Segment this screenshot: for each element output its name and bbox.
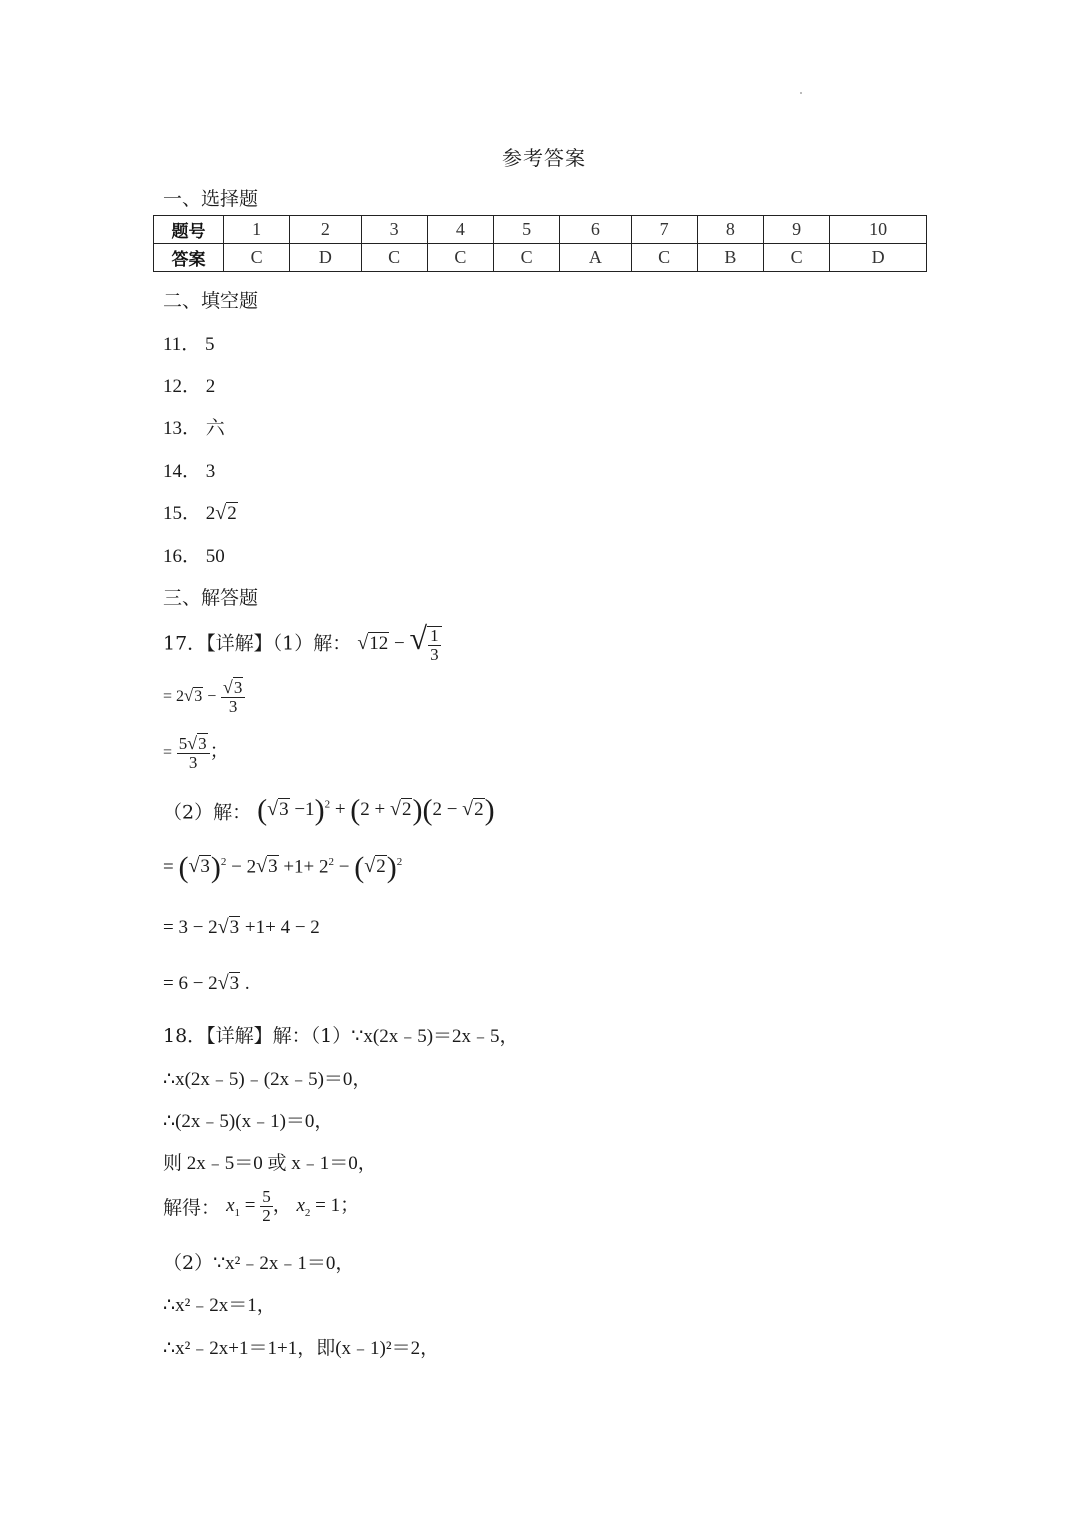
fill-radicand: 2 [227,503,237,524]
fill-number: 12． [163,376,202,397]
fill-value: 2√2 [205,502,237,524]
q17-line-1 [163,620,442,663]
fill-value: 3 [205,461,216,482]
q18-label: 18．【详解】解：（1） [163,1025,352,1047]
table-cell-number: 7 [631,216,697,244]
q18-eq1: ∵x(2x﹣5)＝2x﹣5， [351,1026,519,1047]
fill-answer-16 [163,541,225,568]
section-fill-heading: 二、填空题 [163,290,259,312]
q17-part2-label: （2）解： [163,801,252,824]
q18-solve-label: 解得： [163,1196,221,1219]
q17-label: 17．【详解】（1）解： [163,632,352,655]
q17-step-3: = $(√3)^2 - 2√3 +1+ 2^2 - (√2)^2$ [163,851,403,884]
table-cell-answer: C [494,244,560,272]
q18-eq2: ∵x²﹣2x﹣1＝0， [213,1253,355,1274]
fill-number: 16． [163,546,202,567]
q17-part2-line [163,796,495,826]
table-row-numbers [154,216,927,244]
q18-line-5 [163,1188,359,1225]
q17-step-1: = 2√3 − $\frac{√3}{3}$ [163,678,245,716]
fill-answer-11 [163,329,215,356]
q18-part2-label: （2） [163,1252,214,1274]
fill-number: 13． [163,418,202,439]
q17-expr1: √12 − √ $\frac{1}{3}$ [357,633,441,654]
q18-line-6 [163,1248,354,1275]
fill-answer-13 [163,413,225,440]
table-cell-number: 2 [290,216,361,244]
table-cell-answer: C [764,244,830,272]
fill-answer-15 [163,498,238,525]
table-cell-number: 8 [697,216,763,244]
q17-step-5: = 6 − 2√3 . [163,972,250,994]
q18-line-8: ∴x²﹣2x+1＝1+1，即(x﹣1)²＝2， [163,1338,440,1359]
fill-number: 14． [163,461,202,482]
table-cell-number: 4 [427,216,493,244]
table-cell-number: 10 [830,216,927,244]
q17-expr2: $(√3 -1)^2 + (2 + √2)(2 - √2)$ [257,794,495,827]
table-cell-answer: B [697,244,763,272]
fill-value: 5 [205,334,215,355]
table-cell-answer: C [631,244,697,272]
section-choice-heading: 一、选择题 [163,188,259,210]
fill-answer-12 [163,371,215,398]
fill-number: 15． [163,503,202,524]
q18-line-2: ∴x(2x﹣5)﹣(2x﹣5)＝0， [163,1069,372,1090]
fill-value: 2 [205,376,216,397]
period: . [244,973,250,994]
section-solve-heading: 三、解答题 [163,587,259,609]
table-row-answers [154,244,927,272]
page-title: 参考答案 [502,146,586,170]
q18-line-1 [163,1021,519,1048]
fill-number: 11． [163,334,201,355]
fill-answer-14 [163,456,215,483]
table-cell-answer: C [361,244,427,272]
table-cell-answer: C [224,244,290,272]
table-cell-number: 1 [224,216,290,244]
q18-line-3: ∴(2x﹣5)(x﹣1)＝0， [163,1111,334,1132]
table-cell-answer: D [290,244,361,272]
table-cell-number: 5 [494,216,560,244]
table-cell-answer: A [560,244,631,272]
q18-line-7: ∴x²﹣2x＝1， [163,1295,276,1316]
fill-value: 六 [205,418,225,439]
fill-value: 50 [205,546,225,567]
q18-line-4: 则 2x﹣5＝0 或 x﹣1＝0， [163,1153,377,1174]
table-header-answer: 答案 [154,244,224,272]
q18-roots: $x_1$ = $\frac{5}{2}$ ， $x_2 = 1$； [226,1187,360,1225]
q17-step-2: = $\frac{5√3}{3}$ ； [163,733,229,772]
semicolon: ； [209,741,229,763]
fill-coef: 2 [205,503,216,524]
q17-step-4: = 3 − 2√3 +1+ 4 − 2 [163,916,320,938]
table-cell-number: 9 [764,216,830,244]
table-cell-number: 6 [560,216,631,244]
table-header-number: 题号 [154,216,224,244]
table-cell-number: 3 [361,216,427,244]
answer-table [153,215,927,272]
table-cell-answer: D [830,244,927,272]
scan-speck [800,92,802,94]
table-cell-answer: C [427,244,493,272]
